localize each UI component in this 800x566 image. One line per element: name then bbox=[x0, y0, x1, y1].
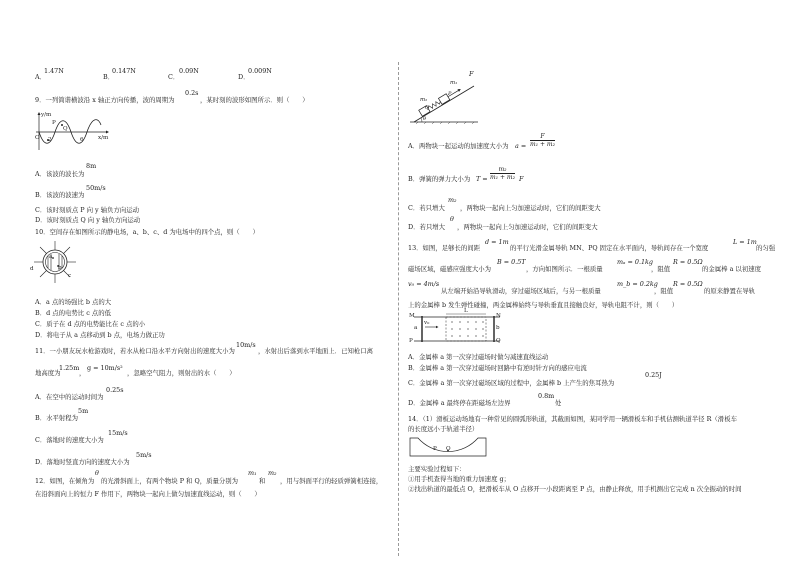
q8-option-c-label[interactable]: C． bbox=[168, 73, 180, 81]
q9-fig-tick-6: 6 bbox=[80, 137, 84, 143]
q10-option-a[interactable]: A．a 点的场强比 b 点的大 bbox=[35, 298, 112, 306]
q14-fig-P: P bbox=[433, 446, 437, 452]
q12-option-d-a[interactable]: D．若只增大 bbox=[408, 223, 446, 231]
q9-period: 0.2s bbox=[185, 89, 199, 97]
q11-option-c-value: 15m/s bbox=[108, 429, 128, 437]
q12-incline-figure bbox=[408, 72, 480, 124]
q11-stem-e: ，忽略空气阻力，则射出的水（ ） bbox=[127, 369, 236, 377]
q13-R-eq: R = 0.5Ω bbox=[673, 258, 703, 266]
q10-fig-a: a bbox=[49, 254, 53, 260]
q9-stem-b: ，某时刻的波形如图所示．则（ ） bbox=[200, 96, 309, 104]
q9-fig-x-label: x/m bbox=[98, 135, 109, 141]
q11-option-a[interactable]: A．在空中的运动时间为 bbox=[35, 393, 104, 401]
q13-fig-L: L bbox=[464, 308, 468, 314]
q11-velocity: 10m/s bbox=[236, 341, 256, 349]
q8-option-d-label[interactable]: D． bbox=[238, 73, 250, 81]
q13-fig-a: a bbox=[414, 325, 418, 331]
q12-option-a-fraction bbox=[530, 133, 555, 148]
q13-R2-eq: R = 0.5Ω bbox=[673, 280, 703, 288]
q13-fig-v0: v₀ bbox=[424, 320, 430, 326]
q13-option-c-value: 0.25J bbox=[645, 371, 662, 379]
q14-fig-O: O bbox=[446, 446, 451, 452]
q13-line2-b: ，方向如图所示．一根质量 bbox=[526, 265, 603, 273]
q12-fig-p: P bbox=[448, 91, 452, 97]
q8-option-b-value: 0.147N bbox=[112, 67, 136, 75]
q11-stem-c: 地高度为 bbox=[35, 369, 61, 377]
q14-line2: 的长度远小于轨道半径） bbox=[408, 425, 479, 433]
q12-option-d-b: ，两物块一起向上匀加速运动时，它们的间距变大 bbox=[457, 223, 598, 231]
q13-line3-a: 从左端开始沿导轨滑动，穿过磁场区域后，与另一根质量 bbox=[441, 287, 601, 295]
q13-fig-N: N bbox=[496, 313, 501, 319]
q12-option-a-denominator: m₁ + m₂ bbox=[530, 141, 556, 148]
q12-option-a-lhs: a = bbox=[515, 142, 527, 150]
q12-and: 和 bbox=[259, 477, 266, 485]
q13-d-eq: d = 1m bbox=[485, 238, 509, 246]
q10-stem: 10．空间存在如图所示的静电场，a、b、c、d 为电场中的四个点，则（ ） bbox=[35, 228, 259, 236]
q13-fig-P: P bbox=[409, 338, 413, 344]
q9-fig-tick-2: 2 bbox=[48, 137, 52, 143]
q12-stem-d: 在沿斜面向上的恒力 F 作用下，两物块一起向上做匀加速直线运动，则（ ） bbox=[35, 490, 261, 498]
q9-option-c[interactable]: C．该时刻质点 P 向 y 轴负方向运动 bbox=[35, 206, 140, 214]
q12-option-b[interactable]: B．弹簧的弹力大小为 bbox=[408, 175, 471, 183]
q12-option-d-theta: θ bbox=[450, 215, 454, 223]
q12-option-b-numerator: m₂ bbox=[490, 166, 515, 174]
q12-m1: m₁ bbox=[248, 469, 257, 477]
q14-step-1: ①用手机查得当地的重力加速度 g； bbox=[408, 475, 510, 483]
q13-line2-a: 磁场区域，磁感应强度大小为 bbox=[408, 265, 492, 273]
q12-fig-m1: m₁ bbox=[450, 80, 458, 86]
q8-option-a-value: 1.47N bbox=[44, 67, 64, 75]
q9-option-a[interactable]: A．该波的波长为 bbox=[35, 170, 85, 178]
q12-stem-b: 的光滑斜面上，有两个物块 P 和 Q，质量分别为 bbox=[101, 477, 239, 485]
q13-line2-d: 的金属棒 a 以初速度 bbox=[702, 265, 761, 273]
q10-option-c[interactable]: C．质子在 d 点的电势能比在 c 点的小 bbox=[35, 320, 146, 328]
q11-option-a-value: 0.25s bbox=[106, 386, 124, 394]
q8-option-a-label[interactable]: A． bbox=[35, 73, 47, 81]
q9-option-d[interactable]: D．该时刻质点 Q 向 y 轴负方向运动 bbox=[35, 216, 141, 224]
q12-option-c-b: ，两物块一起向上匀加速运动时，它们的间距变大 bbox=[460, 204, 601, 212]
q9-option-a-value: 8m bbox=[86, 162, 97, 170]
q10-fig-d: d bbox=[30, 266, 34, 272]
q10-option-b[interactable]: B．d 点的电势比 c 点的低 bbox=[35, 309, 111, 317]
q12-m2: m₂ bbox=[268, 469, 277, 477]
q13-option-a[interactable]: A．金属棒 a 第一次穿过磁场时做匀减速直线运动 bbox=[408, 353, 549, 361]
q11-option-d-value: 5m/s bbox=[136, 451, 152, 459]
q12-stem-c: ，用与斜面平行的轻质弹簧相连接， bbox=[280, 477, 383, 485]
q13-line1-b: 的平行光滑金属导轨 MN、PQ 固定在水平面内，导轨间存在一个宽度 bbox=[510, 244, 709, 252]
q13-rails-figure bbox=[408, 311, 508, 347]
q8-option-d-value: 0.009N bbox=[248, 67, 272, 75]
q13-line2-c: ，阻值 bbox=[651, 265, 671, 273]
q11-option-b[interactable]: B．水平射程为 bbox=[35, 414, 79, 422]
q12-option-c-m2: m₂ bbox=[448, 196, 457, 204]
q12-option-b-denominator: m₁ + m₂ bbox=[490, 174, 516, 181]
q12-fig-f: F bbox=[469, 70, 474, 78]
q13-v0-eq: v₀ = 4m/s bbox=[408, 280, 440, 288]
q13-option-d-value: 0.8m bbox=[538, 392, 555, 400]
q12-option-b-fraction bbox=[490, 166, 515, 181]
q13-mb-eq: m_b = 0.2kg bbox=[617, 280, 658, 288]
q10-fig-c: c bbox=[68, 273, 72, 279]
column-divider bbox=[398, 62, 399, 556]
q13-L-eq: L = 1m bbox=[733, 238, 757, 246]
q13-ma-eq: mₐ = 0.1kg bbox=[617, 258, 654, 266]
q8-option-b-label[interactable]: B． bbox=[103, 73, 115, 81]
q12-stem-a: 12．如图，在倾角为 bbox=[35, 477, 95, 485]
q9-fig-y-label: y/m bbox=[41, 112, 52, 118]
q12-option-b-lhs: T = bbox=[476, 175, 488, 183]
q14-step-2: ②找出轨道的最低点 O，把滑板车从 O 点移开一小段距离至 P 点，由静止释放，用手机测出它完成 n 次全振动的时间 bbox=[408, 485, 742, 493]
q11-option-b-value: 5m bbox=[78, 407, 89, 415]
q10-fig-b: b bbox=[58, 265, 62, 271]
q11-stem-d: ， bbox=[79, 369, 86, 377]
q9-option-b[interactable]: B．该波的波速为 bbox=[35, 191, 85, 199]
q9-stem-a: 9．一列简谐横波沿 x 轴正方向传播，波的周期为 bbox=[35, 96, 175, 104]
q13-line3-c: 的原来静置在导轨 bbox=[704, 287, 756, 295]
q14-steps-title: 主要实验过程如下： bbox=[408, 465, 466, 473]
q12-fig-q: Q bbox=[425, 105, 430, 111]
q13-line4: 上的金属棒 b 发生弹性碰撞，两金属棒始终与导轨垂直且接触良好，导轨电阻不计，则（ ） bbox=[408, 301, 679, 309]
q13-fig-b: b bbox=[496, 325, 500, 331]
q12-option-a[interactable]: A．两物块一起运动的加速度大小为 bbox=[408, 142, 509, 150]
q11-option-c[interactable]: C．落地时的速度大小为 bbox=[35, 436, 104, 444]
q13-B-eq: B = 0.5T bbox=[497, 258, 526, 266]
q13-option-b[interactable]: B．金属棒 a 第一次穿过磁场时回路中有逆时针方向的感应电流 bbox=[408, 364, 587, 372]
q11-stem-a: 11．一小朋友玩水枪游戏时，若水从枪口沿水平方向射出的速度大小为 bbox=[35, 347, 235, 355]
q12-option-a-numerator: F bbox=[530, 133, 555, 141]
q12-theta: θ bbox=[95, 469, 99, 477]
q12-option-b-tail: F bbox=[519, 175, 524, 183]
q13-option-c[interactable]: C．金属棒 a 第一次穿过磁场区域的过程中，金属棒 b 上产生的焦耳热为 bbox=[408, 379, 615, 387]
q13-option-d[interactable]: D．金属棒 a 最终停在距磁场左边界 bbox=[408, 399, 511, 407]
q14-line1: 14．（1）滑板运动场地有一种常见的圆弧形轨道，其截面如图，某同学用一辆滑板车和手机估测轨道半径 R（滑板车 bbox=[408, 415, 737, 423]
q9-fig-q: Q bbox=[63, 126, 68, 132]
q13-line1-a: 13．如图，足够长的间距 bbox=[408, 244, 481, 252]
q8-option-c-value: 0.09N bbox=[179, 67, 199, 75]
q9-fig-p: P bbox=[52, 120, 56, 126]
q13-option-d-tail: 处 bbox=[555, 399, 562, 407]
q12-fig-theta: θ bbox=[423, 116, 427, 122]
q12-option-c-a[interactable]: C．若只增大 bbox=[408, 204, 445, 212]
q11-gravity: g = 10m/s² bbox=[87, 364, 123, 372]
q13-line1-c: 的匀强 bbox=[756, 244, 776, 252]
q10-option-d[interactable]: D．将电子从 a 点移动到 b 点，电场力做正功 bbox=[35, 331, 165, 339]
q13-fig-M: M bbox=[409, 313, 415, 319]
q9-fig-origin: O bbox=[35, 135, 40, 141]
q9-option-b-value: 50m/s bbox=[86, 184, 106, 192]
q12-fig-m2: m₂ bbox=[420, 97, 428, 103]
q11-option-d[interactable]: D．落地时竖直方向的速度大小为 bbox=[35, 458, 130, 466]
q11-height: 1.25m bbox=[59, 364, 80, 372]
q13-line3-b: ，阻值 bbox=[654, 287, 674, 295]
q11-stem-b: ，水射出后落到水平地面上．已知枪口离 bbox=[258, 347, 374, 355]
q13-fig-Q: Q bbox=[496, 338, 501, 344]
